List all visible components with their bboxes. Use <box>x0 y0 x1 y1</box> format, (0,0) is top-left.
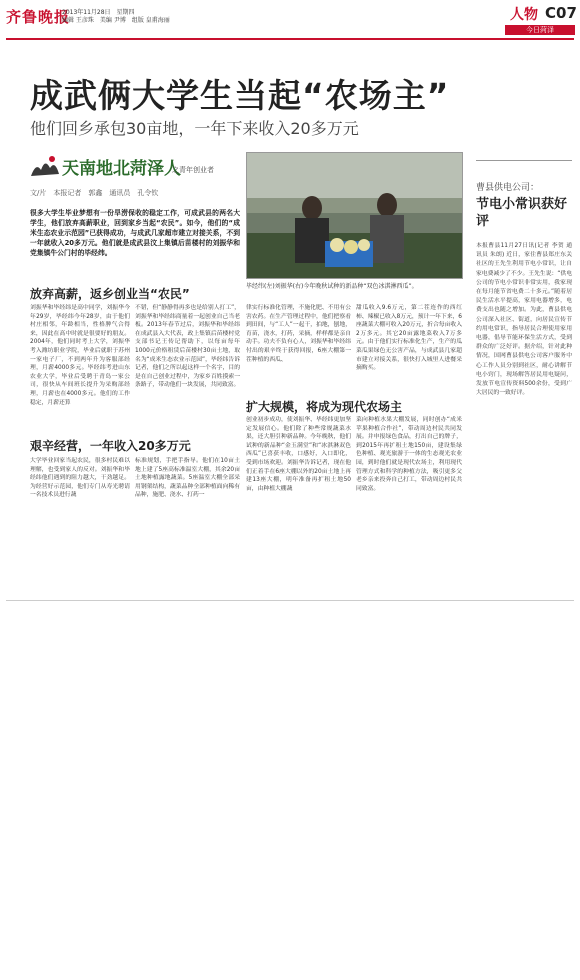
byline: 文/片 本报记者 郭鑫 通讯员 孔令钦 <box>30 189 159 197</box>
page-number: C07 <box>545 4 577 22</box>
column-logo <box>30 152 181 180</box>
article-photo <box>246 152 463 279</box>
body-column: 标准规划，手把手指导。他们在10亩土地上建了5座高标准温室大棚，其余20亩土地种植露地蔬菜。5座温室大棚全部采用钢架结构，蔬菜品种全部种植面向稀有品种，施肥、浇水、打药一 <box>135 458 240 499</box>
body-column: 刘振华和毕经纬是高中同学，刘振华今年29岁，毕经纬今年28岁，由于他们村庄相邻，年龄相当，性格脾气合得来，因此在高中时就是很要好的朋友。2004年，他们同时考上大学，刘振华考入潍坊职业学院，毕业后就职于苏州一家电子厂，不到两年升为客服部经理，月薪4000多元。毕经纬考进山东农业大学，毕业后受聘于青岛一家公司，很快从车间班长提升为采购部经理，月薪也在4000多元。他们的工作稳定，月薪还算 <box>30 305 130 406</box>
section-heading: 扩大规模，将成为现代农场主 <box>246 400 403 414</box>
article-bottom-rule <box>6 600 574 601</box>
body-column: 大学毕业回家当起农民，很多村民难以理解，也受到家人的反对。刘振华和毕经纬他们遇到的阻力越大，干劲越足。为经营好示范园，他们专门从寿光聘请一名技术员进行蔬 <box>30 458 130 499</box>
sidebar-title: 节电小常识获好评 <box>476 197 568 229</box>
body-column: 律实行标准化管理，不施化肥、不用有公害农药。在生产管理过程中，他们把察看到田间，与“工人”一起干，拍地，刨地，育苗，浇水，打药，采摘，样样都是亲自动手。功夫不负有心人，刘振华和毕经纬付出的艰辛终于获得回报，6座大棚第一茬种植的西瓜、 <box>246 305 351 363</box>
header-rule <box>6 38 574 40</box>
sidebar-body: 本报曹县11月27日讯(记者 李贺 通讯员 朱朗) 近日，家住曹县郑庄东关社区的王先生利用节电小常识，让自家电费减少了不少。王先生说：“供电公司的节电小常识非常实用，我家现在每月能节省电费二十多元。”随着居民生活水平提高，家用电器增多，电费支出也随之增加。为此，曹县供电公司深入社区、街道，向居民宣传节约用电常识，指导居民合理使用家用电器，倡导节能环保生活方式，受到群众的广泛好评。据介绍，针对此种情况，国网曹县供电公司客户服务中心工作人员分别到社区，耐心讲解节电小窍门，现场解答居民用电疑问，发放节电宣传资料500余份，受到广大居民的一致好评。 <box>476 243 572 397</box>
editors-line: 编辑 王彦珠 美编 尹博 组版 皇甫海丽 <box>62 17 170 24</box>
section-heading: 放弃高薪，返乡创业当“农民” <box>30 287 190 301</box>
body-column: 创业初步成功，使刘振华、毕经纬更加坚定发展信心。他们除了种些常规蔬菜水果，还大胆引种新品种。今年晚秋，他们试种的新品种“金玉满堂”和“冰淇淋双色西瓜”已喜获丰收，口感好，入口即化，受到市场欢迎。刘振华告诉记者，现在他们正着手在6座大棚以外的20亩土地上再建13座大棚，明年准备再扩租土地50亩，由种植大棚蔬 <box>246 417 351 492</box>
body-column: 甜瓜收入9.6万元，第二茬连作的西红柿、辣椒已收入8万元，预计一年下来，6座蔬菜大棚可收入20万元，折合每亩收入2万多元。其它20亩露地菜收入7万多元。由于他们实行标准化生产，生产的瓜菜瓜果绿色无公害产品，与成武县几家超市建立对接关系，很快打入城里人进餐采摘购买。 <box>356 305 462 372</box>
section-heading: 艰辛经营，一年收入20多万元 <box>30 439 191 453</box>
body-column: 菜向种植水果大棚发展，同时创办“成米苹果种植合作社”，带动周边村民共同发展。并申报绿色食品，打出自己的牌子，到2015年再扩租土地150亩，建设集绿色种植、观光旅游于一体的生态观光农业园，到时他们就是现代农场主，利用现代管理方式和科学的种植方法，吸引更多父老乡亲来投奔自己打工，带动周边村民共同致富。 <box>356 417 462 492</box>
section-sub-badge: 今日菏泽 <box>505 25 575 35</box>
column-logo-text: 天南地北菏泽人 <box>62 159 181 179</box>
headline: 成武俩大学生当起“农场主” <box>30 76 450 115</box>
issue-date: 2013年11月28日 星期四 <box>62 9 135 16</box>
lead-paragraph: 很多大学生毕业梦想有一份旱涝保收的稳定工作，可成武县的两名大学生，他们放弃高薪职业，回到家乡当起“农民”。如今，他们的“成米生态农业示范园”已获得成功，与成武几家超市建立对接关系，不到一年就收入20多万元。他们就是成武县汶上集镇后苗楼村的刘振华和党集镇牛公门村的毕经纬。 <box>30 209 240 257</box>
body-column: 不错，但“静静得再多也是给别人打工”，刘振华和毕经纬商量着一起创业自己当老板。2013年春节过后，刘振华和毕经纬在成武县入大代表，政上集镇后苗楼村党支部书记王传记帮助下，以每亩每年1000元价格租赁后苗楼村30亩土地，取名为“成米生态农业示范园”，毕经纬告诉记者，他们之所以起这样一个名字，目的是在自己创业过程中，为家乡百姓摸索一条路子，带动他们一块发展，共同致富。 <box>135 305 240 389</box>
ink-landscape-icon <box>30 152 60 180</box>
photo-caption: 毕经纬(左)刘振华(右)今年晚秋试种的新品种“双色冰淇淋西瓜”。 <box>246 283 418 290</box>
column-tag: 之青年创业者 <box>172 166 214 174</box>
section-name: 人物 <box>510 7 538 23</box>
newspaper-logo: 齐鲁晚报 <box>6 8 71 26</box>
subheadline: 他们回乡承包30亩地，一年下来收入20多万元 <box>30 119 359 138</box>
sidebar-rule <box>476 160 572 161</box>
sidebar-kicker: 曹县供电公司： <box>476 183 540 193</box>
